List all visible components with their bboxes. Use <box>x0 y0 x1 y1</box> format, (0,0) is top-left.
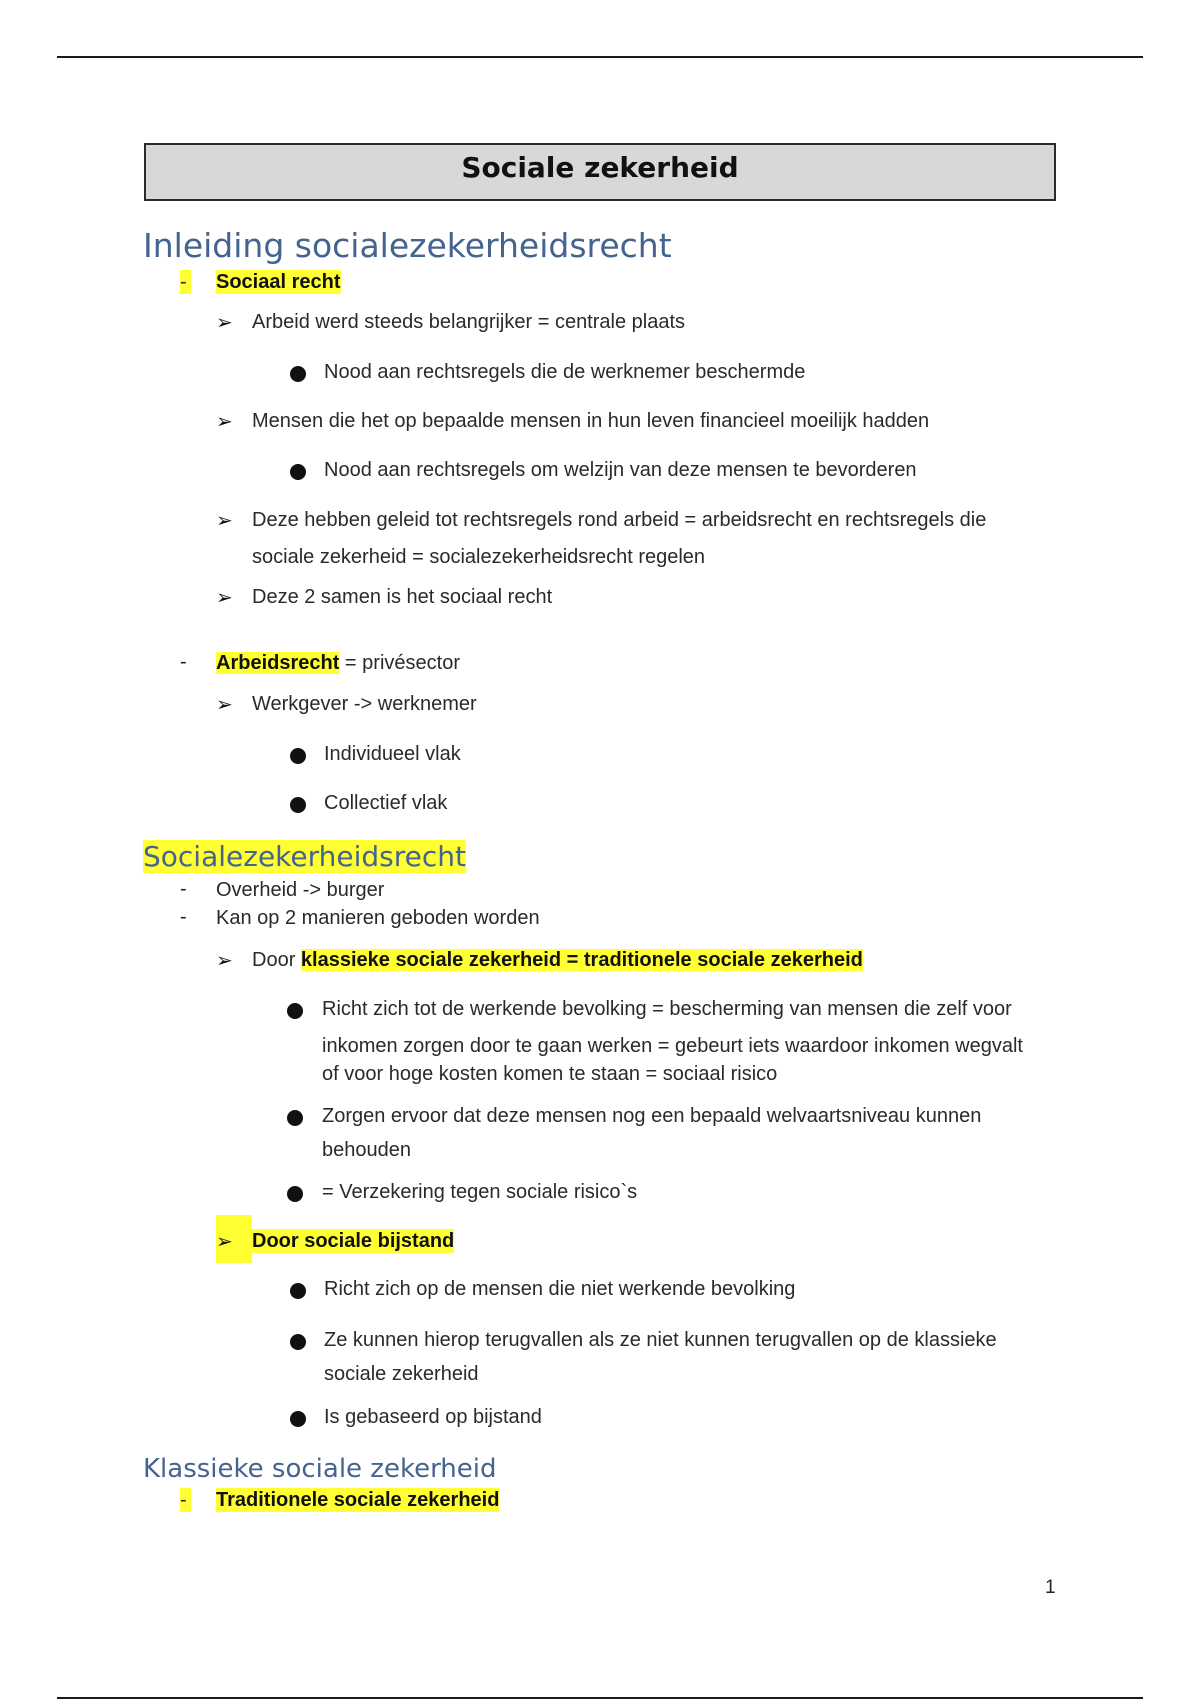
round-bullet-icon <box>290 797 306 813</box>
dash-marker: - <box>180 651 187 673</box>
dash-marker: - <box>180 1489 187 1511</box>
list-item: Arbeid werd steeds belangrijker = centrale plaats <box>252 311 686 333</box>
header-rule <box>57 56 1143 58</box>
bijstand-label: Door sociale bijstand <box>252 1230 455 1252</box>
round-bullet-icon <box>287 1186 303 1202</box>
arrow-bullet-icon: ➢ <box>216 950 233 972</box>
list-item-continuation: of voor hoge kosten komen te staan = sociaal risico <box>322 1063 778 1085</box>
list-item: Nood aan rechtsregels om welzijn van deze mensen te bevorderen <box>324 459 917 481</box>
dash-highlight <box>180 270 191 294</box>
document-title: Sociale zekerheid <box>461 151 739 184</box>
round-bullet-icon <box>290 366 306 382</box>
arbeidsrecht-line <box>216 651 460 675</box>
arrow-bullet-icon: ➢ <box>216 694 233 716</box>
klassieke-line <box>252 948 863 972</box>
sociaal-recht-label: Sociaal recht <box>216 271 341 293</box>
arrow-bullet-icon: ➢ <box>216 1231 233 1253</box>
list-item: = Verzekering tegen sociale risico`s <box>322 1181 638 1203</box>
dash-marker: - <box>180 906 187 928</box>
list-item-continuation: sociale zekerheid = socialezekerheidsrecht regelen <box>252 546 706 568</box>
arrow-bullet-icon: ➢ <box>216 312 233 334</box>
list-item: Werkgever -> werknemer <box>252 693 477 715</box>
arbeidsrecht-rest: = privésector <box>339 652 460 674</box>
list-item: Zorgen ervoor dat deze mensen nog een bepaald welvaartsniveau kunnen <box>322 1105 982 1127</box>
list-item-continuation: inkomen zorgen door te gaan werken = gebeurt iets waardoor inkomen wegvalt <box>322 1035 1023 1057</box>
section-heading-inleiding: Inleiding socialezekerheidsrecht <box>143 226 672 265</box>
arrow-bullet-icon: ➢ <box>216 411 233 433</box>
round-bullet-icon <box>290 1334 306 1350</box>
traditionele-label: Traditionele sociale zekerheid <box>216 1489 500 1511</box>
dash-highlight <box>180 1488 191 1512</box>
list-item: Is gebaseerd op bijstand <box>324 1406 542 1428</box>
list-item: Deze hebben geleid tot rechtsregels rond arbeid = arbeidsrecht en rechtsregels die <box>252 509 987 531</box>
page-number: 1 <box>1045 1577 1056 1598</box>
arrow-bullet-icon: ➢ <box>216 510 233 532</box>
section-heading-klassieke: Klassieke sociale zekerheid <box>143 1454 497 1484</box>
list-item-continuation: sociale zekerheid <box>324 1363 479 1385</box>
round-bullet-icon <box>290 1283 306 1299</box>
dash-marker: - <box>180 271 187 293</box>
list-item: Ze kunnen hierop terugvallen als ze niet kunnen terugvallen op de klassieke <box>324 1329 997 1351</box>
list-item: Nood aan rechtsregels die de werknemer beschermde <box>324 361 806 383</box>
document-title-box <box>144 143 1056 201</box>
list-item: Richt zich op de mensen die niet werkende bevolking <box>324 1278 796 1300</box>
round-bullet-icon <box>287 1110 303 1126</box>
round-bullet-icon <box>287 1003 303 1019</box>
door-prefix: Door <box>252 949 301 971</box>
list-item: Overheid -> burger <box>216 879 385 901</box>
round-bullet-icon <box>290 748 306 764</box>
klassieke-highlight: klassieke sociale zekerheid = traditionele sociale zekerheid <box>300 949 863 971</box>
list-item: Kan op 2 manieren geboden worden <box>216 907 540 929</box>
list-item: Deze 2 samen is het sociaal recht <box>252 586 553 608</box>
list-item-continuation: behouden <box>322 1139 411 1161</box>
round-bullet-icon <box>290 1411 306 1427</box>
arbeidsrecht-label: Arbeidsrecht <box>216 652 340 674</box>
round-bullet-icon <box>290 464 306 480</box>
dash-marker: - <box>180 878 187 900</box>
list-item: Richt zich tot de werkende bevolking = bescherming van mensen die zelf voor <box>322 998 1012 1020</box>
list-item: Individueel vlak <box>324 743 461 765</box>
section-heading-socialezekerheidsrecht: Socialezekerheidsrecht <box>143 840 466 873</box>
arrow-bullet-icon: ➢ <box>216 587 233 609</box>
footer-rule <box>57 1697 1143 1699</box>
list-item: Mensen die het op bepaalde mensen in hun leven financieel moeilijk hadden <box>252 410 930 432</box>
list-item: Collectief vlak <box>324 792 448 814</box>
